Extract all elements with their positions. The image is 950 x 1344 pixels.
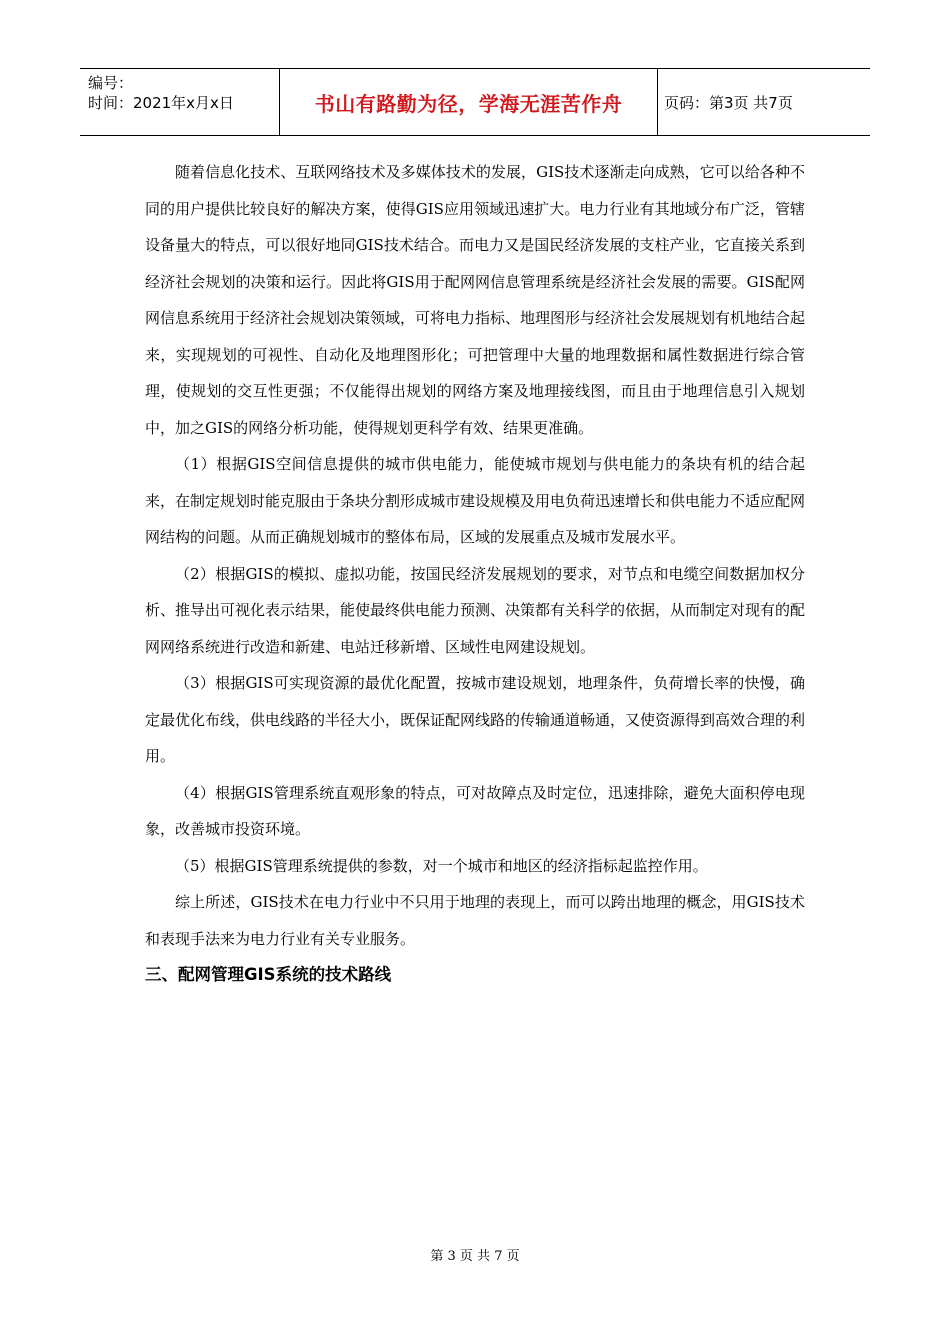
section-heading: 三、配网管理GIS系统的技术路线 <box>145 965 392 984</box>
header-motto-cell <box>280 69 658 135</box>
paragraph-item-3: （3）根据GIS可实现资源的最优化配置，按城市建设规划，地理条件，负荷增长率的快慢，确定最优化布线，供电线路的半径大小，既保证配网线路的传输通道畅通，又使资源得到高效合理的利用。 <box>145 674 806 765</box>
document-body <box>145 154 805 994</box>
footer-page-number: 第 3 页 共 7 页 <box>430 1249 520 1264</box>
paragraph-item-5: （5）根据GIS管理系统提供的参数，对一个城市和地区的经济指标起监控作用。 <box>175 856 708 875</box>
header-page-cell <box>658 69 870 135</box>
page-footer <box>0 1245 950 1264</box>
paragraph-item-1: （1）根据GIS空间信息提供的城市供电能力，能使城市规划与供电能力的条块有机的结合起来，在制定规划时能克服由于条块分割形成城市建设规模及用电负荷迅速增长和供电能力不适应配网网结构的问题。从而正确规划城市的整体布局，区域的发展重点及城市发展水平。 <box>145 455 806 546</box>
paragraph-item-2: （2）根据GIS的模拟、虚拟功能，按国民经济发展规划的要求，对节点和电缆空间数据加权分析、推导出可视化表示结果，能使最终供电能力预测、决策都有关科学的依据，从而制定对现有的配网网络系统进行改造和新建、电站迁移新增、区域性电网建设规划。 <box>145 564 806 656</box>
page-header <box>80 68 870 136</box>
page-label: 页码：第3页 共7页 <box>664 93 793 112</box>
paragraph-intro: 随着信息化技术、互联网络技术及多媒体技术的发展，GIS技术逐渐走向成熟，它可以给各种不同的用户提供比较良好的解决方案，使得GIS应用领域迅速扩大。电力行业有其地域分布广泛，管辖设备量大的特点，可以很好地同GIS技术结合。而电力又是国民经济发展的支柱产业，它直接关系到经济社会规划的决策和运行。因此将GIS用于配网网信息管理系统是经济社会发展的需要。GIS配网网信息系统用于经济社会规划决策领域，可将电力指标、地理图形与经济社会发展规划有机地结合起来，实现规划的可视性、自动化及地理图形化；可把管理中大量的地理数据和属性数据进行综合管理，使规划的交互性更强；不仅能得出规划的网络方案及地理接线图，而且由于地理信息引入规划中，加之GIS的网络分析功能，使得规划更科学有效、结果更准确。 <box>145 163 806 437</box>
number-label: 编号： <box>88 74 134 92</box>
header-meta-cell <box>80 69 280 135</box>
paragraph-summary: 综上所述，GIS技术在电力行业中不只用于地理的表现上，而可以跨出地理的概念，用GIS技术和表现手法来为电力行业有关专业服务。 <box>145 893 805 948</box>
time-label: 时间：2021年x月x日 <box>88 94 234 112</box>
paragraph-item-4: （4）根据GIS管理系统直观形象的特点，可对故障点及时定位，迅速排除，避免大面积停电现象，改善城市投资环境。 <box>145 783 805 838</box>
motto-text: 书山有路勤为径，学海无涯苦作舟 <box>314 91 623 116</box>
